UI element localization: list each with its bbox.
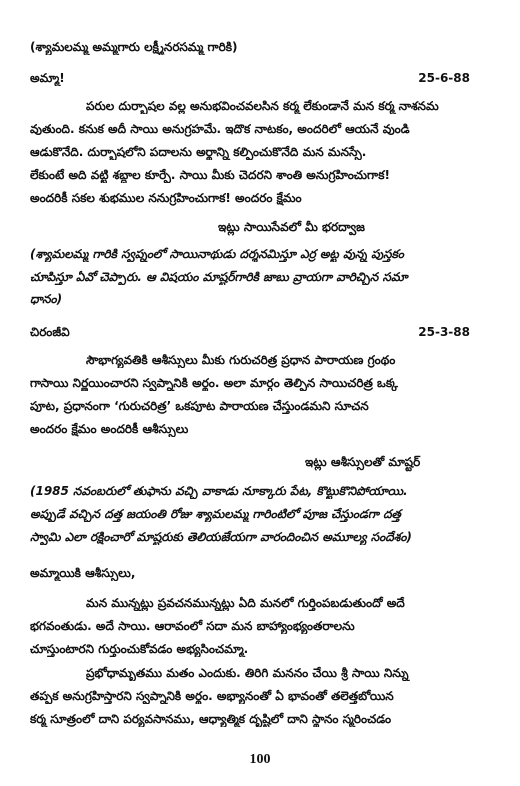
letter3-body-line: భగవంతుడు. అదే సాయి. ఆరావంలో సదా మన బాహ్యాంభ్యంతరాలను [30,619,355,633]
letter2-body-line: అందరం క్షేమం అందరికీ ఆశీస్సులు [30,422,189,436]
note2-line: (1985 నవంబరులో తుఫాను వచ్చి వాకాడు నూక్కారు పేట, కొట్టుకొనిపోయాయి. [30,484,408,498]
letter1-body-line: పరుల దుర్భాషల వల్ల అనుభవించవలసిన కర్మ లేకుండానే మన కర్మ నాశనమ [86,99,439,113]
note1-line: (శ్యామలమ్మ గారికి స్వప్నంలో సాయినాథుడు దర్శనమిస్తూ ఎర్ర అట్ట వున్న పుస్తకం [30,247,404,261]
letter3-body-line: తప్పక అనుగ్రహిస్తారని స్వప్నానికి అర్థం. అభ్యానంతో ఏ భావంతో తలెత్తబోయిన [30,689,394,703]
letter2-salutation: చిరంజీవి [30,325,70,339]
letter1-body-line: అందరికీ సకల శుభముల ననుగ్రహించుగాక! అందరం క్షేమం [30,191,302,205]
letter3-body-line: చూస్తుంటారని గుర్తుంచుకోవడం అభ్యసించమ్మా. [30,642,249,656]
letter1-signature: ఇట్లు సాయిసేవలో మీ భరద్వాజ [218,220,365,234]
letter2-body-line: పూట, ప్రధానంగా ‘గురుచరిత్ర’ ఒకపూట పారాయణ చేస్తుండమని సూచన [30,399,369,413]
page-number: 100 [249,752,271,767]
letter2-date: 25-3-88 [418,325,470,339]
letter1-body-line: వుతుంది. కనుక అదీ సాయి అనుగ్రహమే. ఇదొక నాటకం, అందరిలో ఆయనే వుండి [30,122,410,136]
letter3-body-line: కర్మ సూత్రంలో దాని పర్యవసానము, ఆధ్యాత్మిక దృష్టిలో దాని స్థానం స్మరించడం [30,712,392,726]
letter2-body-line: గాసాయి నిర్ణయించారని స్వప్నానికి అర్థం. అలా మార్గం తెల్పిన సాయిచరిత్ర ఒక్క [30,376,398,390]
note1-line: చూపిస్తూ ఏవో చెప్పారు. ఆ విషయం మాష్టర్‌గారికి జాబు వ్రాయగా వారిచ్చిన సమా [30,270,408,284]
letter1-body-line: లేకుంటే అది వట్టి శబ్దాల కూర్పే. సాయి మీకు చెదరని శాంతి అనుగ్రహించుగాక! [30,168,390,182]
letter2-signature: ఇట్లు ఆశీస్సులతో మాష్టర్ [305,455,421,469]
letter3-body-line: మన మున్నట్లు ప్రవచనమున్నట్లు ఏది మనలో గుర్తింపబడుతుందో అదే [86,596,405,610]
letter1-body-line: ఆడుకొనేది. దుర్భాషలోని పదాలను అర్థాన్ని కల్పించుకొనేది మన మనస్సే. [30,145,367,159]
letter1-salutation: అమ్మా! [30,71,65,85]
letter3-body-line: ప్రభోధామృతము మతం ఎందుకు. తిరిగి మననం చేయి శ్రీ సాయి నిన్ను [86,666,409,680]
letter1-date: 25-6-88 [418,71,470,85]
letter2-body-line: సౌభాగ్యవతికి ఆశీస్సులు మీకు గురుచరిత్ర ప్రధాన పారాయణ గ్రంథం [86,353,396,367]
note2-line: అప్పుడే వచ్చిన దత్త జయంతి రోజు శ్యామలమ్మ గారింటిలో పూజ చేస్తుండగా దత్త [30,507,401,521]
note2-line: స్వామి ఎలా రక్షించారో మాష్టరుకు తెలియజేయగా వారందించిన అమూల్య సందేశం) [30,530,412,544]
letter3-salutation: అమ్మాయికి ఆశీస్సులు, [30,566,136,580]
note1-line: ధానం) [30,292,63,306]
letter1-heading: (శ్యామలమ్మ అమ్మగారు లక్ష్మీనరసమ్మ గారికి) [30,40,238,54]
